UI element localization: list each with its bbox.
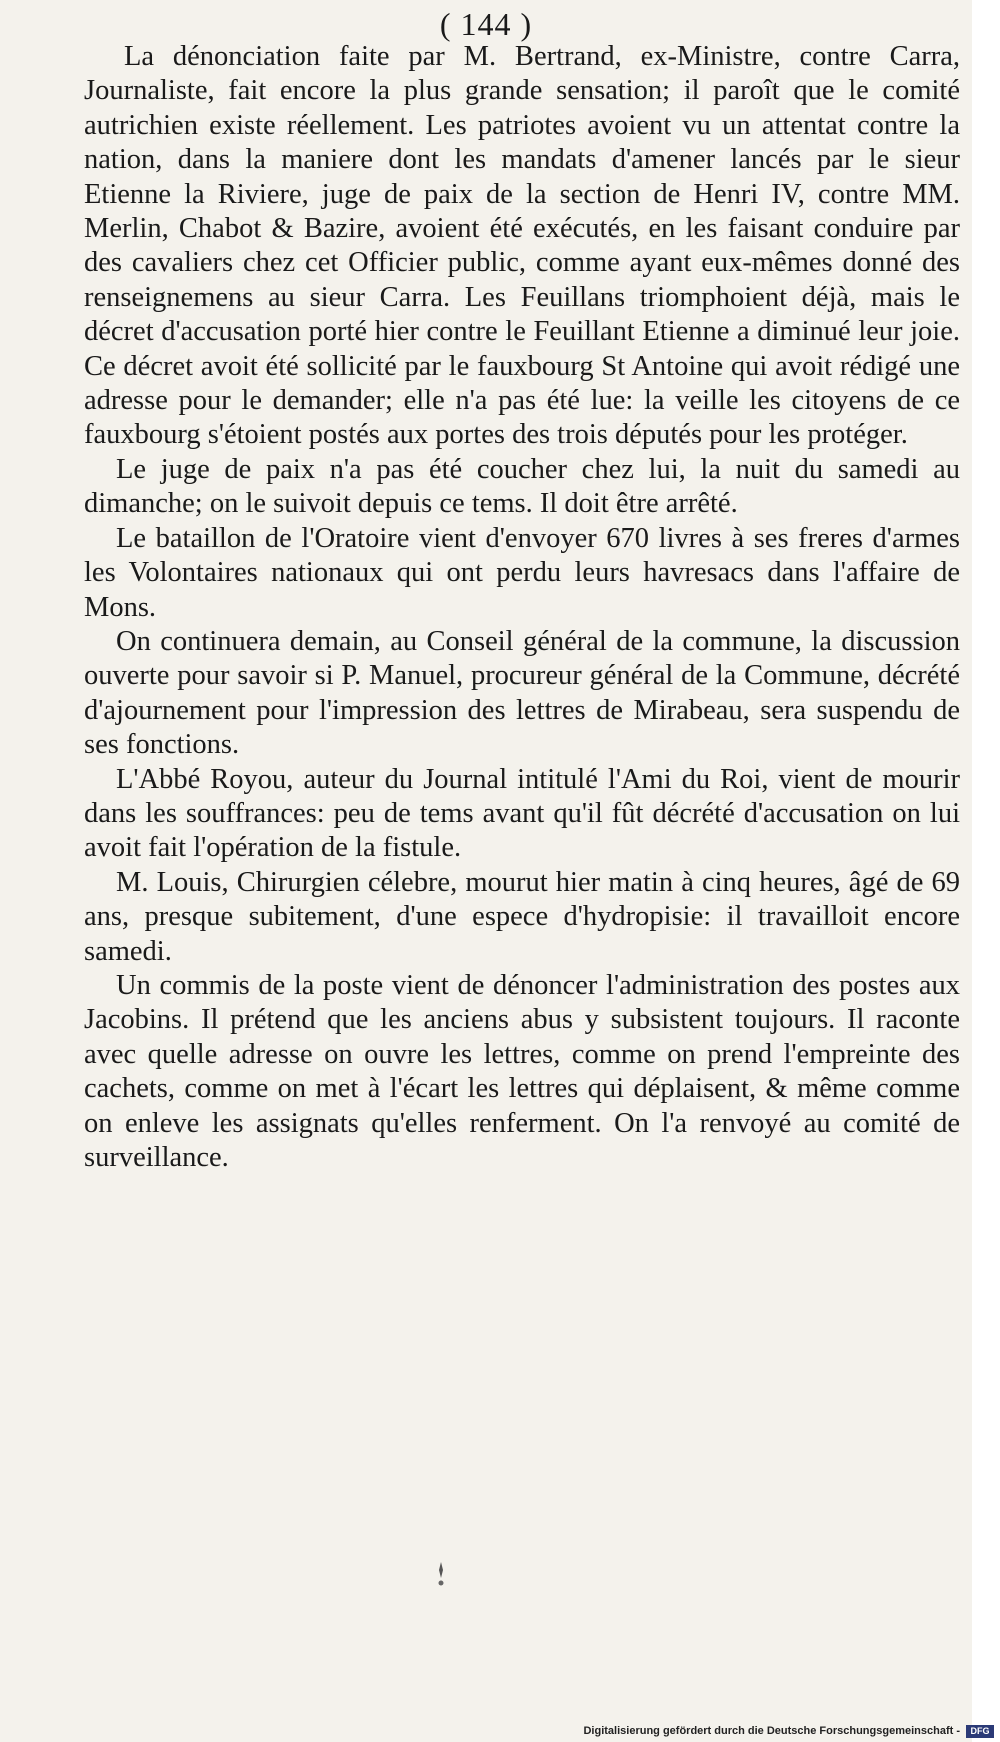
paragraph-abbe-royou: L'Abbé Royou, auteur du Journal intitulé l'Ami du Roi, vient de mourir dans les souffrances: peu de tems avant qu'il fût décrété d'accusation on lui avoit fait l'opération de la fistule. [84, 763, 960, 864]
body-text [84, 40, 960, 1175]
paragraph-denonciation: La dénonciation faite par M. Bertrand, ex-Ministre, contre Carra, Journaliste, fait encore la plus grande sensation; il paroît que le comité autrichien existe réellement. Les patriotes avoient vu un attentat contre la nation, dans la maniere dont les mandats d'amener lancés par le sieur Etienne la Riviere, juge de paix de la section de Henri IV, contre MM. Merlin, Chabot & Bazire, avoient été exécutés, en les faisant conduire par des cavaliers chez cet Officier public, comme ayant eux-mêmes donné des renseignemens au sieur Carra. Les Feuillans triomphoient déjà, mais le décret d'accusation porté hier contre le Feuillant Etienne a diminué leur joie. Ce décret avoit été sollicité par le fauxbourg St Antoine qui avoit rédigé une adresse pour le demander; elle n'a pas été lue: la veille les citoyens de ce fauxbourg s'étoient postés aux portes des trois députés pour les protéger. [84, 41, 960, 451]
paragraph-bataillon: Le bataillon de l'Oratoire vient d'envoyer 670 livres à ses freres d'armes les Volontaires nationaux qui ont perdu leurs havresacs dans l'affaire de Mons. [84, 522, 960, 623]
dfg-logo: DFG [966, 1725, 994, 1738]
ornament-mark [430, 1560, 452, 1590]
digitization-footer [0, 1724, 1000, 1742]
paragraph-louis-chirurgien: M. Louis, Chirurgien célebre, mourut hier matin à cinq heures, âgé de 69 ans, presque subitement, d'une espece d'hydropisie: il travailloit encore samedi. [84, 866, 960, 967]
paragraph-juge-de-paix: Le juge de paix n'a pas été coucher chez lui, la nuit du samedi au dimanche; on le suivoit depuis ce tems. Il doit être arrêté. [84, 453, 960, 520]
paragraph-conseil-general: On continuera demain, au Conseil général de la commune, la discussion ouverte pour savoir si P. Manuel, procureur général de la Commune, décrété d'ajournement pour l'impression des lettres de Mirabeau, sera suspendu de ses fonctions. [84, 625, 960, 761]
paragraph-commis-poste: Un commis de la poste vient de dénoncer l'administration des postes aux Jacobins. Il prétend que les anciens abus y subsistent toujours. Il raconte avec quelle adresse on ouvre les lettres, comme on prend l'empreinte des cachets, comme on met à l'écart les lettres qui déplaisent, & même comme on enleve les assignats qu'elles renferment. On l'a renvoyé au comité de surveillance. [84, 969, 960, 1173]
page-number: ( 144 ) [439, 6, 533, 42]
footer-credit: Digitalisierung gefördert durch die Deutsche Forschungsgemeinschaft - [583, 1725, 960, 1737]
